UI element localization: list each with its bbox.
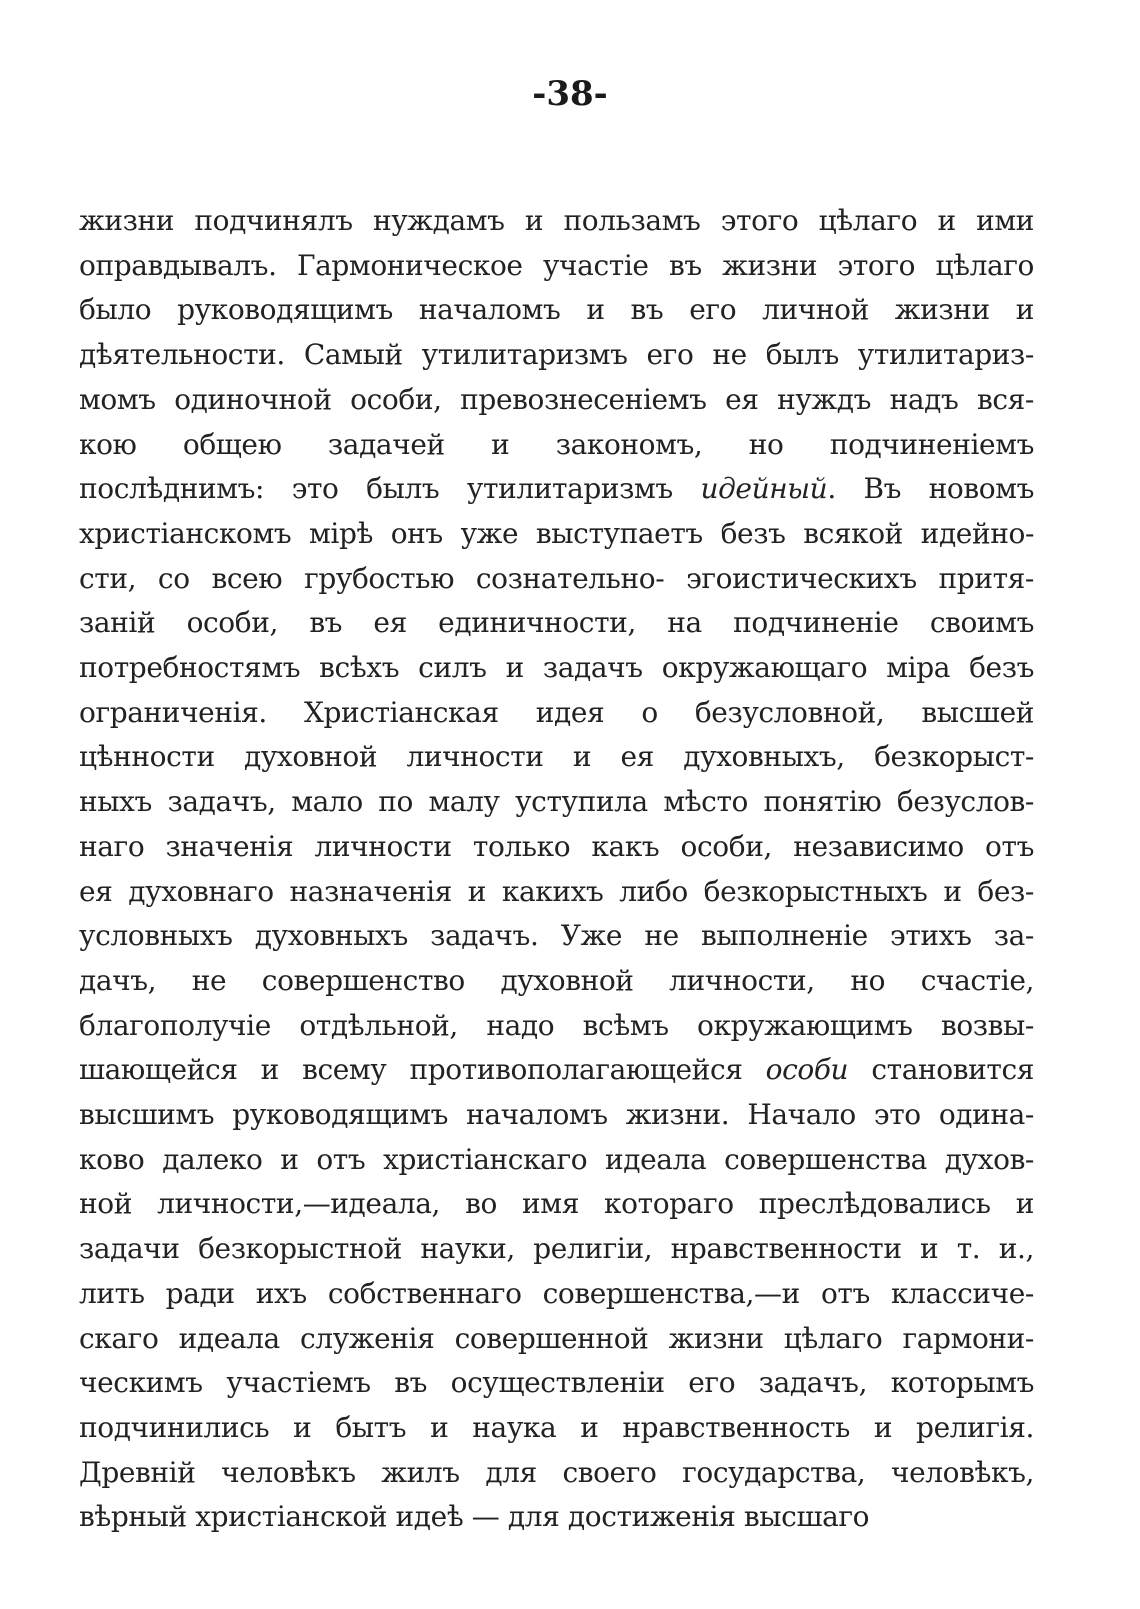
text-segment: лить ради ихъ собственнаго совершенства,—и отъ классиче-	[79, 1276, 1034, 1310]
text-line	[79, 914, 1034, 959]
text-segment: ной личности,—идеала, во имя котораго преслѣдовались и	[79, 1187, 1034, 1221]
text-segment: ограниченія. Христіанская идея о безусловной, высшей	[79, 695, 1034, 729]
text-line	[79, 735, 1034, 780]
text-line	[79, 512, 1034, 557]
text-line	[79, 1317, 1034, 1362]
text-line	[79, 1093, 1034, 1138]
page-number: -38-	[532, 74, 608, 114]
text-line	[79, 467, 1034, 512]
text-segment: цѣнности духовной личности и ея духовныхъ, безкорыст-	[79, 740, 1034, 774]
text-segment: заній особи, въ ея единичности, на подчиненіе своимъ	[79, 606, 1034, 640]
text-segment: вѣрный христіанской идеѣ — для достиженія высшаго	[79, 1500, 870, 1534]
text-segment: Древній человѣкъ жилъ для своего государства, человѣкъ,	[79, 1455, 1034, 1489]
text-line	[79, 1495, 1034, 1540]
text-segment: оправдывалъ. Гармоническое участіе въ жизни этого цѣлаго	[79, 248, 1034, 282]
text-segment: христіанскомъ мірѣ онъ уже выступаетъ безъ всякой идейно-	[79, 516, 1034, 550]
text-segment: ческимъ участіемъ въ осуществленіи его задачъ, которымъ	[79, 1366, 1034, 1400]
text-line	[79, 1138, 1034, 1183]
text-segment: ея духовнаго назначенія и какихъ либо безкорыстныхъ и без-	[79, 874, 1034, 908]
text-segment: кою общею задачей и закономъ, но подчиненіемъ	[79, 427, 1034, 461]
text-line	[79, 557, 1034, 602]
text-line	[79, 825, 1034, 870]
text-line	[79, 1182, 1034, 1227]
text-segment: ково далеко и отъ христіанскаго идеала совершенства духов-	[79, 1142, 1034, 1176]
text-segment: . Въ новомъ	[827, 472, 1034, 506]
text-segment: благополучіе отдѣльной, надо всѣмъ окружающимъ возвы-	[79, 1008, 1034, 1042]
text-line	[79, 288, 1034, 333]
text-line	[79, 423, 1034, 468]
body-paragraph	[79, 199, 1034, 1540]
text-line	[79, 244, 1034, 289]
text-line	[79, 1361, 1034, 1406]
text-segment: жизни подчинялъ нуждамъ и пользамъ этого цѣлаго и ими	[79, 204, 1034, 237]
text-line	[79, 1048, 1034, 1093]
text-segment: дѣятельности. Самый утилитаризмъ его не былъ утилитариз-	[79, 338, 1034, 372]
text-line	[79, 199, 1034, 244]
text-segment: шающейся и всему противополагающейся	[79, 1053, 766, 1087]
text-segment: ныхъ задачъ, мало по малу уступила мѣсто понятію безуслов-	[79, 785, 1034, 819]
text-line	[79, 780, 1034, 825]
text-segment: скаго идеала служенія совершенной жизни цѣлаго гармони-	[79, 1321, 1034, 1355]
text-line	[79, 333, 1034, 378]
text-line	[79, 1272, 1034, 1317]
text-line	[79, 870, 1034, 915]
text-segment: потребностямъ всѣхъ силъ и задачъ окружающаго міра безъ	[79, 651, 1034, 685]
text-segment: дачъ, не совершенство духовной личности, но счастіе,	[79, 963, 1034, 997]
text-line	[79, 691, 1034, 736]
text-segment: было руководящимъ началомъ и въ его личной жизни и	[79, 293, 1034, 327]
text-line	[79, 959, 1034, 1004]
text-segment: наго значенія личности только какъ особи, независимо отъ	[79, 829, 1034, 863]
text-line	[79, 1451, 1034, 1496]
text-segment: послѣднимъ: это былъ утилитаризмъ	[79, 472, 701, 506]
text-segment: момъ одиночной особи, превознесеніемъ ея нуждъ надъ вся-	[79, 382, 1034, 416]
italic-text: идейный	[700, 472, 828, 506]
text-line	[79, 1227, 1034, 1272]
text-line	[79, 1004, 1034, 1049]
text-line	[79, 378, 1034, 423]
text-segment: условныхъ духовныхъ задачъ. Уже не выполненіе этихъ за-	[79, 919, 1034, 953]
text-segment: высшимъ руководящимъ началомъ жизни. Начало это одина-	[79, 1098, 1034, 1132]
text-line	[79, 601, 1034, 646]
italic-text: особи	[765, 1053, 849, 1087]
text-segment: сти, со всею грубостью сознательно- эгоистическихъ притя-	[79, 561, 1034, 595]
text-line	[79, 1406, 1034, 1451]
text-segment: становится	[848, 1053, 1034, 1087]
text-segment: задачи безкорыстной науки, религіи, нравственности и т. и.,	[79, 1232, 1034, 1266]
text-line	[79, 646, 1034, 691]
text-segment: подчинились и бытъ и наука и нравственность и религія.	[79, 1410, 1034, 1444]
